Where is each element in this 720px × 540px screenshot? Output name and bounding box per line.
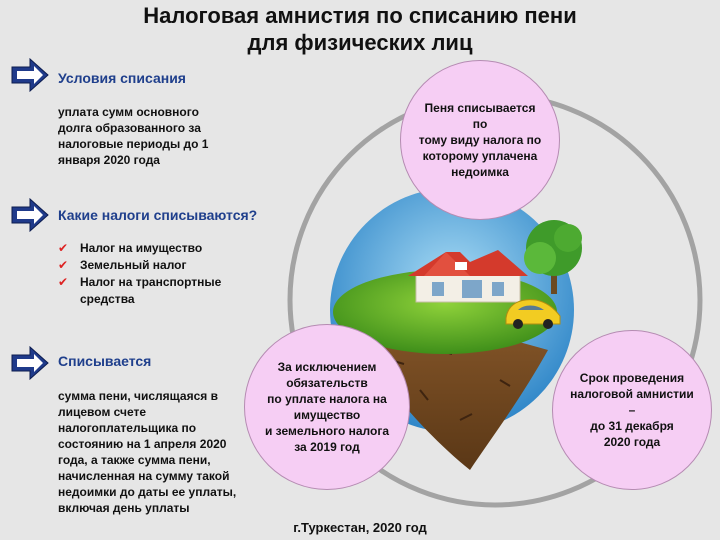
bubble-right: Срок проведения налоговой амнистии – до 31 декабря 2020 года: [552, 330, 712, 490]
list-item: ✔ Земельный налог: [58, 258, 187, 272]
list-item: средства: [80, 292, 135, 306]
title-line-2: для физических лиц: [247, 30, 473, 55]
section-writeoff-text: сумма пени, числящаяся в лицевом счете налогоплательщика по состоянию на 1 апреля 2020 года, а также сумма пени, начисленная на сумму такой недоимки до даты ее уплаты, включая день уплаты: [58, 389, 237, 515]
bubble-left: За исключением обязательств по уплате налога на имущество и земельного налога за 2019 год: [244, 324, 410, 490]
bubble-top: Пеня списывается по тому виду налога по которому уплачена недоимка: [400, 60, 560, 220]
check-icon: ✔: [58, 241, 69, 255]
section-writeoff-heading: Списывается: [58, 353, 152, 369]
section-taxes-heading: Какие налоги списываются?: [58, 207, 258, 223]
footer-location: г.Туркестан, 2020 год: [293, 520, 427, 535]
check-icon: ✔: [58, 258, 69, 272]
section-conditions-heading: Условия списания: [58, 70, 186, 86]
title-line-1: Налоговая амнистия по списанию пени: [143, 3, 577, 28]
list-item: ✔ Налог на транспортные: [58, 275, 222, 289]
check-icon: ✔: [58, 275, 69, 289]
section-conditions-text: уплата сумм основного долга образованного за налоговые периоды до 1 января 2020 года: [58, 105, 209, 167]
list-item: ✔ Налог на имущество: [58, 241, 203, 255]
